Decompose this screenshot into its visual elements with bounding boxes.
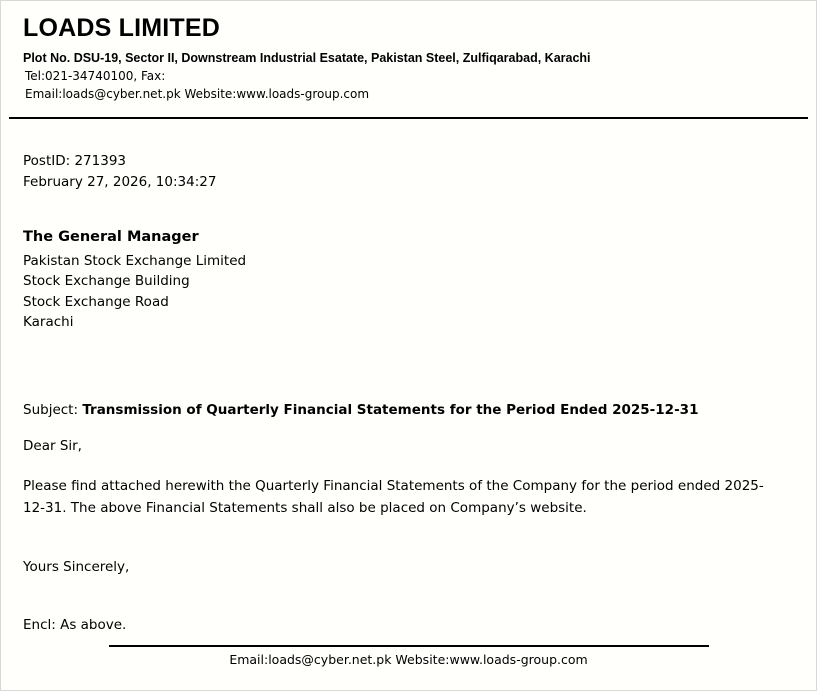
subject-text: Transmission of Quarterly Financial Statements for the Period Ended 2025-12-31 bbox=[82, 402, 699, 419]
header-divider bbox=[9, 117, 808, 119]
subject-block bbox=[23, 402, 794, 418]
company-phone-fax: Tel:021-34740100, Fax: bbox=[25, 68, 166, 83]
footer-contact: Email:loads@cyber.net.pk Website:www.loads-group.com bbox=[229, 651, 588, 667]
addressee-line-2: Stock Exchange Building bbox=[23, 273, 190, 290]
subject-label: Subject: bbox=[23, 402, 79, 419]
addressee-block bbox=[23, 227, 794, 332]
addressee-line-4: Karachi bbox=[23, 313, 74, 330]
salutation: Dear Sir, bbox=[23, 438, 82, 455]
addressee-line-1: Pakistan Stock Exchange Limited bbox=[23, 253, 247, 270]
enclosure-note: Encl: As above. bbox=[23, 617, 127, 634]
company-email-website: Email:loads@cyber.net.pk Website:www.loads-group.com bbox=[25, 86, 370, 101]
addressee-title: The General Manager bbox=[23, 229, 199, 246]
meta-block bbox=[23, 151, 794, 193]
company-address: Plot No. DSU-19, Sector II, Downstream Industrial Esatate, Pakistan Steel, Zulfiqarabad, Karachi bbox=[23, 50, 591, 65]
addressee-line-3: Stock Exchange Road bbox=[23, 293, 169, 310]
post-datetime: February 27, 2026, 10:34:27 bbox=[23, 173, 217, 190]
post-id: PostID: 271393 bbox=[23, 152, 126, 169]
letter-paragraph: Please find attached herewith the Quarterly Financial Statements of the Company for the period ended 2025-12-31. The above Financial Statements shall also be placed on Company’s website. bbox=[23, 478, 764, 516]
company-name: LOADS LIMITED bbox=[23, 14, 221, 42]
letter-body bbox=[1, 151, 816, 634]
footer-divider bbox=[109, 645, 709, 647]
letterhead bbox=[1, 1, 816, 109]
footer bbox=[1, 645, 816, 669]
closing: Yours Sincerely, bbox=[23, 559, 130, 576]
